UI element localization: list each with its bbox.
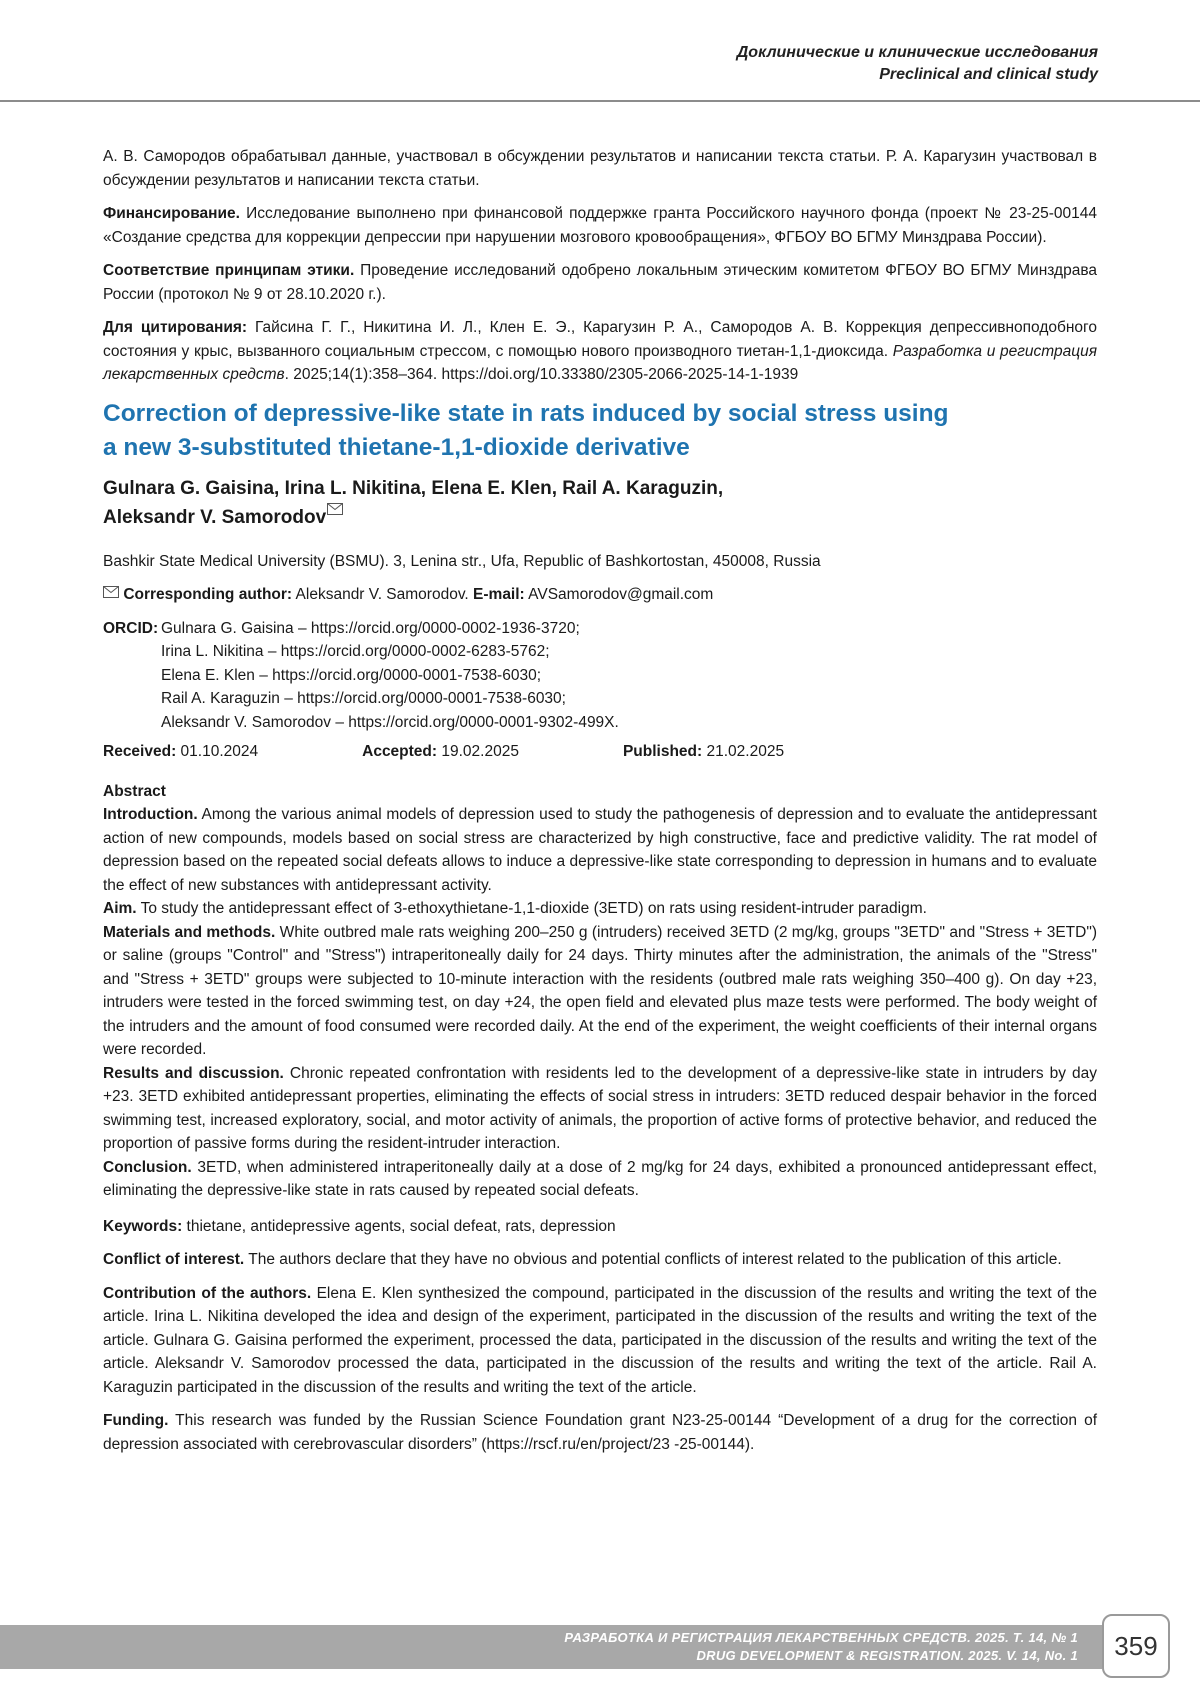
header-divider (0, 100, 1200, 102)
orcid-entry[interactable]: Gulnara G. Gaisina – https://orcid.org/0000-0002-1936-3720; (161, 619, 580, 637)
accepted-date: Accepted: 19.02.2025 (362, 743, 519, 760)
envelope-icon (327, 503, 343, 515)
orcid-entry[interactable]: Elena E. Klen – https://orcid.org/0000-0001-7538-6030; (161, 666, 542, 684)
running-header (737, 42, 1098, 86)
article-title: Correction of depressive-like state in rats induced by social stress using a new 3-substituted thietane-1,1-dioxide derivative (103, 399, 949, 461)
ru-funding: Финансирование. Исследование выполнено при финансовой поддержке гранта Российского научного фонда (проект № 23-25-00144 «Создание средства для коррекции депрессии при нарушении мозгового кровообращения», ФГБОУ ВО БГМУ Минздрава России). (103, 205, 1097, 246)
orcid-entry[interactable]: Rail A. Karaguzin – https://orcid.org/0000-0001-7538-6030; (161, 690, 566, 707)
published-date: Published: 21.02.2025 (622, 743, 785, 760)
ru-citation-label: Для цитирования: (103, 319, 248, 336)
abstract-heading: Abstract (103, 782, 166, 800)
page-content (103, 145, 1097, 1466)
footer-journal (564, 1629, 1078, 1665)
email-label: E-mail: (473, 586, 525, 603)
running-header-ru: Доклинические и клинические исследования (736, 44, 1098, 61)
received-date: Received: 01.10.2024 (103, 743, 259, 760)
abstract-aim: Aim. To study the antidepressant effect of 3-ethoxythietane-1,1-dioxide (3ETD) on rats using resident-intruder paradigm. (103, 900, 927, 917)
funding: Funding. This research was funded by the Russian Science Foundation grant N23-25-00144 “Development of a drug for the correction of depression associated with cerebrovascular disorders” (https://rscf.ru/en/project/23 -25-00144). (103, 1412, 1097, 1453)
orcid-entry[interactable]: Aleksandr V. Samorodov – https://orcid.org/0000-0001-9302-499X. (161, 713, 619, 731)
abstract-introduction: Introduction. Among the various animal models of depression used to study the pathogenesis of depression and to evaluate the antidepressant action of new compounds, models based on social stress are characterized by high constructive, face and predictive validity. The rat model of depression based on the repeated social defeats allows to induce a depressive-like state corresponding to depression in humans and to evaluate the effect of new substances with antidepressant activity. (103, 806, 1097, 894)
orcid-label: ORCID: (103, 619, 159, 637)
footer-journal-en: DRUG DEVELOPMENT & REGISTRATION. 2025. V. 14, No. 1 (696, 1648, 1078, 1663)
author-list: Gulnara G. Gaisina, Irina L. Nikitina, Elena E. Klen, Rail A. Karaguzin, Aleksandr V. Samorodov (103, 477, 724, 528)
corresponding-author: Corresponding author: Aleksandr V. Samorodov. E-mail: AVSamorodov@gmail.com (103, 583, 1097, 607)
ru-ethics-label: Соответствие принципам этики. (103, 262, 355, 279)
ru-contribution-continued: А. В. Самородов обрабатывал данные, участвовал в обсуждении результатов и написании текста статьи. Р. А. Карагузин участвовал в обсуждении результатов и написании текста статьи. (103, 148, 1097, 189)
abstract-methods: Materials and methods. White outbred male rats weighing 200–250 g (intruders) received 3ETD (2 mg/kg, groups "3ETD" and "Stress + 3ETD") or saline (groups "Control" and "Stress") intraperitoneally daily for 24 days. Thirty minutes after the administration, the animals of the "Stress" and "Stress + 3ETD" groups were subjected to 10-minute interaction with the residents (outbred male rats weighing 350–400 g). On day +23, intruders were tested in the forced swimming test, on day +24, the open field and elevated plus maze tests were performed. The body weight of the intruders and the amount of food consumed were recorded daily. At the end of the experiment, the weight coefficients of their internal organs were recorded. (103, 923, 1098, 1058)
abstract-conclusion: Conclusion. 3ETD, when administered intraperitoneally daily at a dose of 2 mg/kg for 24 days, exhibited a pronounced antidepressant effect, eliminating the depressive-like state in rats caused by repeated social defeats. (103, 1158, 1097, 1199)
envelope-icon (103, 586, 119, 598)
running-header-en: Preclinical and clinical study (879, 66, 1098, 83)
author-contribution: Contribution of the authors. Elena E. Klen synthesized the compound, participated in the discussion of the results and writing the text of the article. Irina L. Nikitina developed the idea and design of the experiment, participated in the discussion of the results and writing the text of the article. Gulnara G. Gaisina performed the experiment, processed the data, participated in the discussion of the results and writing the text of the article. Aleksandr V. Samorodov processed the data, participated in the discussion of the results and writing the text of the article. Rail A. Karaguzin participated in the discussion of the results and writing the text of the article. (103, 1284, 1097, 1396)
affiliation: Bashkir State Medical University (BSMU). 3, Lenina str., Ufa, Republic of Bashkortostan, 450008, Russia (103, 552, 821, 570)
page-number: 359 (1102, 1614, 1170, 1678)
conflict-of-interest: Conflict of interest. The authors declare that they have no obvious and potential conflicts of interest related to the publication of this article. (103, 1251, 1062, 1268)
ru-ethics: Соответствие принципам этики. Проведение исследований одобрено локальным этическим комитетом ФГБОУ ВО БГМУ Минздрава России (протокол № 9 от 28.10.2020 г.). (103, 262, 1097, 303)
keywords: Keywords: thietane, antidepressive agents, social defeat, rats, depression (103, 1217, 616, 1235)
abstract (103, 780, 1097, 1203)
footer-journal-ru: РАЗРАБОТКА И РЕГИСТРАЦИЯ ЛЕКАРСТВЕННЫХ СРЕДСТВ. 2025. Т. 14, № 1 (564, 1630, 1078, 1645)
ru-citation-journal: Разработка и регистрация лекарственных средств (103, 342, 1098, 383)
abstract-results: Results and discussion. Chronic repeated confrontation with residents led to the development of a depressive-like state in intruders by day +23. 3ETD exhibited antidepressant properties, eliminating the effects of social stress in intruders: 3ETD reduced despair behavior in the forced swimming test, increased exploratory, social, and motor activity of animals, the proportion of active forms of protective behavior, and reduced the proportion of passive forms during the resident-intruder interaction. (103, 1064, 1097, 1152)
orcid-block (103, 617, 1097, 735)
ru-funding-label: Финансирование. (103, 205, 240, 222)
ru-citation: Для цитирования: Гайсина Г. Г., Никитина И. Л., Клен Е. Э., Карагузин Р. А., Самородов А. В. Коррекция депрессивноподобного состояния у крыс, вызванного социальным стрессом, с помощью нового производного тиетан-1,1-диоксида. Разработка и регистрация лекарственных средств. 2025;14(1):358–364. https://doi.org/10.33380/2305-2066-2025-14-1-1939 (103, 319, 1098, 383)
corresponding-label: Corresponding author: (123, 586, 293, 603)
publication-dates (103, 740, 1097, 764)
orcid-entry[interactable]: Irina L. Nikitina – https://orcid.org/0000-0002-6283-5762; (161, 643, 550, 660)
email-address[interactable]: AVSamorodov@gmail.com (524, 586, 714, 603)
